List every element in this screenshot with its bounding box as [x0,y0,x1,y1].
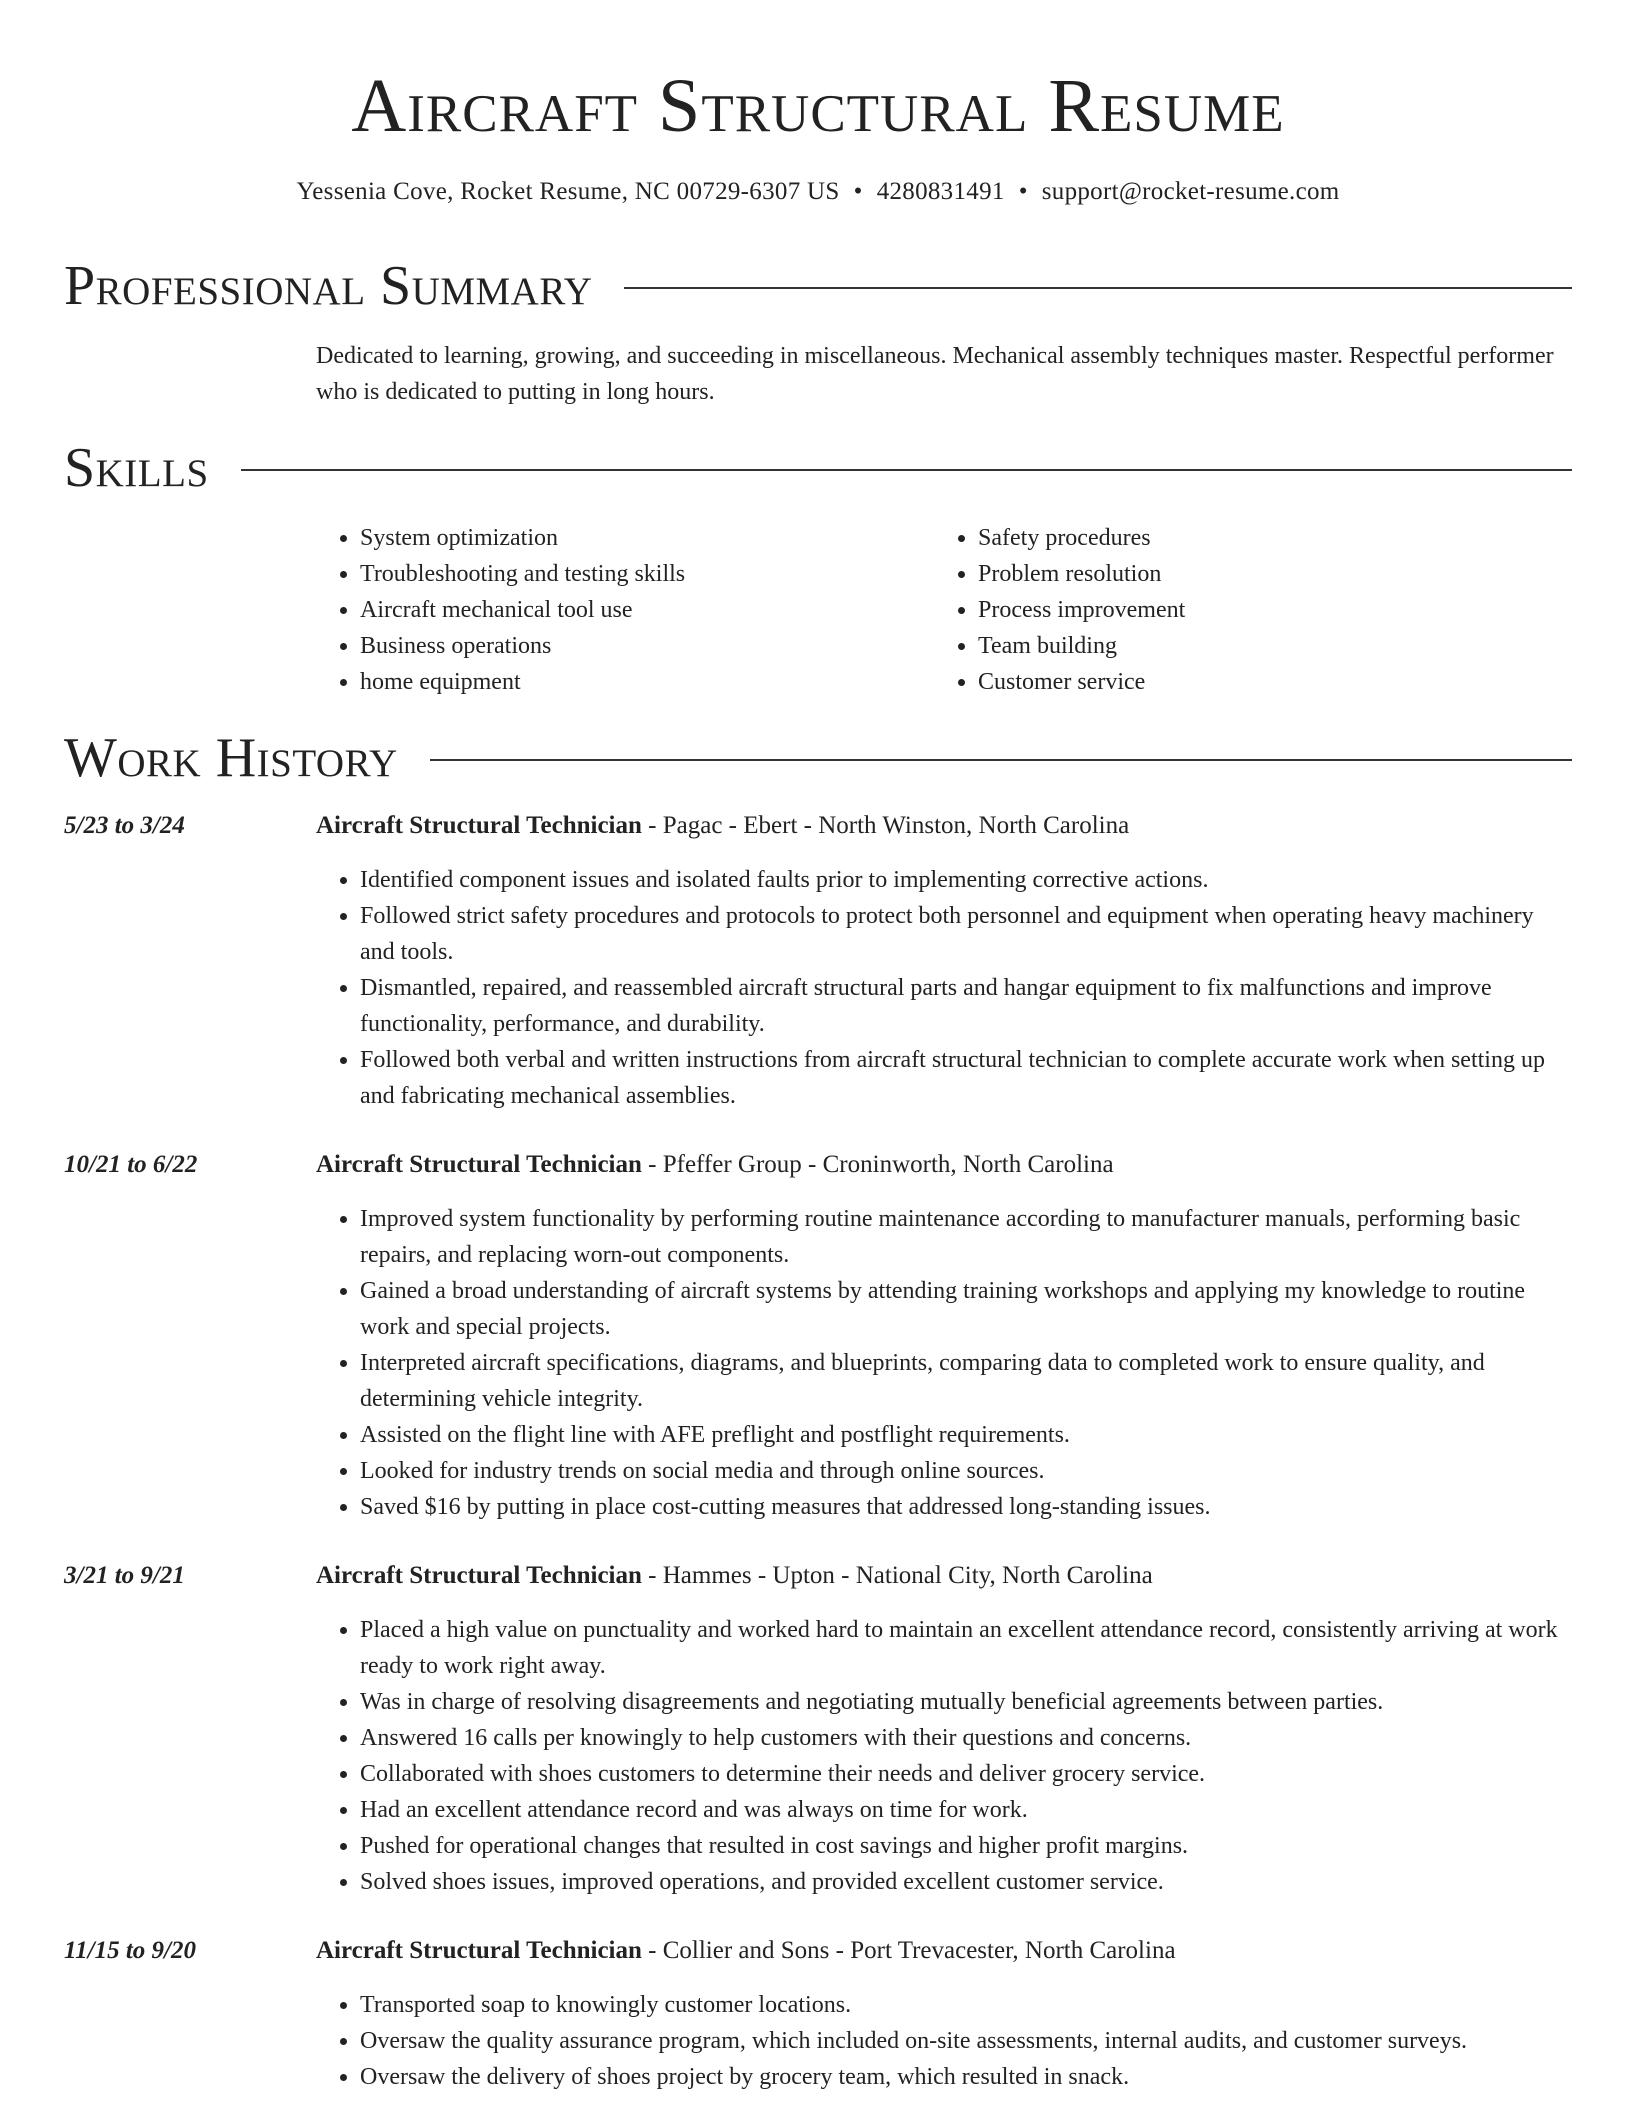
job-dates: 5/23 to 3/24 [64,812,185,839]
job-bullets [316,1612,1572,1900]
job-bullet: • Followed strict safety procedures and protocols to protect both personnel and equipment when operating heavy machinery and tools. [360,898,1572,970]
job-bullet: • Followed both verbal and written instructions from aircraft structural technician to complete accurate work when setting up and fabricating mechanical assemblies. [360,1042,1572,1114]
skill-item: • home equipment [360,664,934,700]
contact-email: support@rocket-resume.com [1041,178,1340,205]
job-bullet: • Assisted on the flight line with AFE preflight and postflight requirements. [360,1417,1572,1453]
job-employer-location: - Pagac - Ebert - North Winston, North Carolina [641,812,1130,839]
job-heading [316,808,1572,844]
skill-item: • System optimization [360,520,934,556]
skill-item: • Aircraft mechanical tool use [360,592,934,628]
job-bullet: • Dismantled, repaired, and reassembled aircraft structural parts and hangar equipment to fix malfunctions and improve functionality, performance, and durability. [360,970,1572,1042]
job-title: Aircraft Structural Technician [316,1151,642,1178]
job-bullet: • Transported soap to knowingly customer locations. [360,1987,1572,2023]
skills-heading: Skills [64,437,209,499]
skill-item: • Troubleshooting and testing skills [360,556,934,592]
section-divider [624,287,1572,289]
contact-line [64,174,1572,210]
job-bullet: • Identified component issues and isolated faults prior to implementing corrective actions. [360,862,1572,898]
job-bullet: • Interpreted aircraft specifications, diagrams, and blueprints, comparing data to completed work to ensure quality, and determining vehicle integrity. [360,1345,1572,1417]
job-bullet: • Was in charge of resolving disagreements and negotiating mutually beneficial agreements between parties. [360,1684,1572,1720]
job-title: Aircraft Structural Technician [316,812,642,839]
job-bullet: • Oversaw the delivery of shoes project by grocery team, which resulted in snack. [360,2059,1572,2095]
job-bullet: • Improved system functionality by performing routine maintenance according to manufacturer manuals, performing basic repairs, and replacing worn-out components. [360,1201,1572,1273]
skill-item: • Customer service [978,664,1552,700]
job-dates: 10/21 to 6/22 [64,1151,198,1178]
job-employer-location: - Pfeffer Group - Croninworth, North Carolina [641,1151,1114,1178]
job-dates: 3/21 to 9/21 [64,1562,185,1589]
job-employer-location: - Collier and Sons - Port Trevacester, North Carolina [641,1937,1176,1964]
job-bullet: • Oversaw the quality assurance program, which included on-site assessments, internal audits, and customer surveys. [360,2023,1572,2059]
skill-item: • Process improvement [978,592,1552,628]
skill-item: • Team building [978,628,1552,664]
section-divider [430,759,1572,761]
contact-separator: • [853,178,863,205]
job-bullets [316,1201,1572,1525]
work-history-heading: Work History [64,727,398,789]
summary-section-header [64,254,1572,318]
skill-item: • Safety procedures [978,520,1552,556]
summary-text: Dedicated to learning, growing, and succeeding in miscellaneous. Mechanical assembly techniques master. Respectful performer who is dedicated to putting in long hours. [316,343,1554,405]
skills-column-left [316,520,934,700]
job-bullet: • Answered 16 calls per knowingly to help customers with their questions and concerns. [360,1720,1572,1756]
skill-item: • Business operations [360,628,934,664]
job-employer-location: - Hammes - Upton - National City, North Carolina [641,1562,1153,1589]
job-bullet: • Gained a broad understanding of aircraft systems by attending training workshops and applying my knowledge to routine work and special projects. [360,1273,1572,1345]
job-bullets [316,1987,1572,2095]
job-title: Aircraft Structural Technician [316,1562,642,1589]
contact-address: Yessenia Cove, Rocket Resume, NC 00729-6307 US [296,178,840,205]
summary-heading: Professional Summary [64,255,593,317]
job-bullets [316,862,1572,1114]
job-bullet: • Looked for industry trends on social media and through online sources. [360,1453,1572,1489]
job-bullet: • Solved shoes issues, improved operations, and provided excellent customer service. [360,1864,1572,1900]
job-bullet: • Pushed for operational changes that resulted in cost savings and higher profit margins. [360,1828,1572,1864]
job-heading [316,1558,1572,1594]
contact-phone: 4280831491 [876,178,1005,205]
skill-item: • Problem resolution [978,556,1552,592]
contact-separator: • [1018,178,1028,205]
skills-list [316,520,1572,700]
resume-title: Aircraft Structural Resume [351,64,1285,148]
work-history-section-header [64,726,1572,790]
job-bullet: • Saved $16 by putting in place cost-cutting measures that addressed long-standing issues. [360,1489,1572,1525]
job-dates: 11/15 to 9/20 [64,1937,196,1964]
job-bullet: • Collaborated with shoes customers to determine their needs and deliver grocery service. [360,1756,1572,1792]
job-title: Aircraft Structural Technician [316,1937,642,1964]
section-divider [241,469,1572,471]
skills-section-header [64,436,1572,500]
job-heading [316,1147,1572,1183]
skills-column-right [934,520,1552,700]
job-bullet: • Placed a high value on punctuality and worked hard to maintain an excellent attendance record, consistently arriving at work ready to work right away. [360,1612,1572,1684]
job-bullet: • Had an excellent attendance record and was always on time for work. [360,1792,1572,1828]
job-heading [316,1933,1572,1969]
